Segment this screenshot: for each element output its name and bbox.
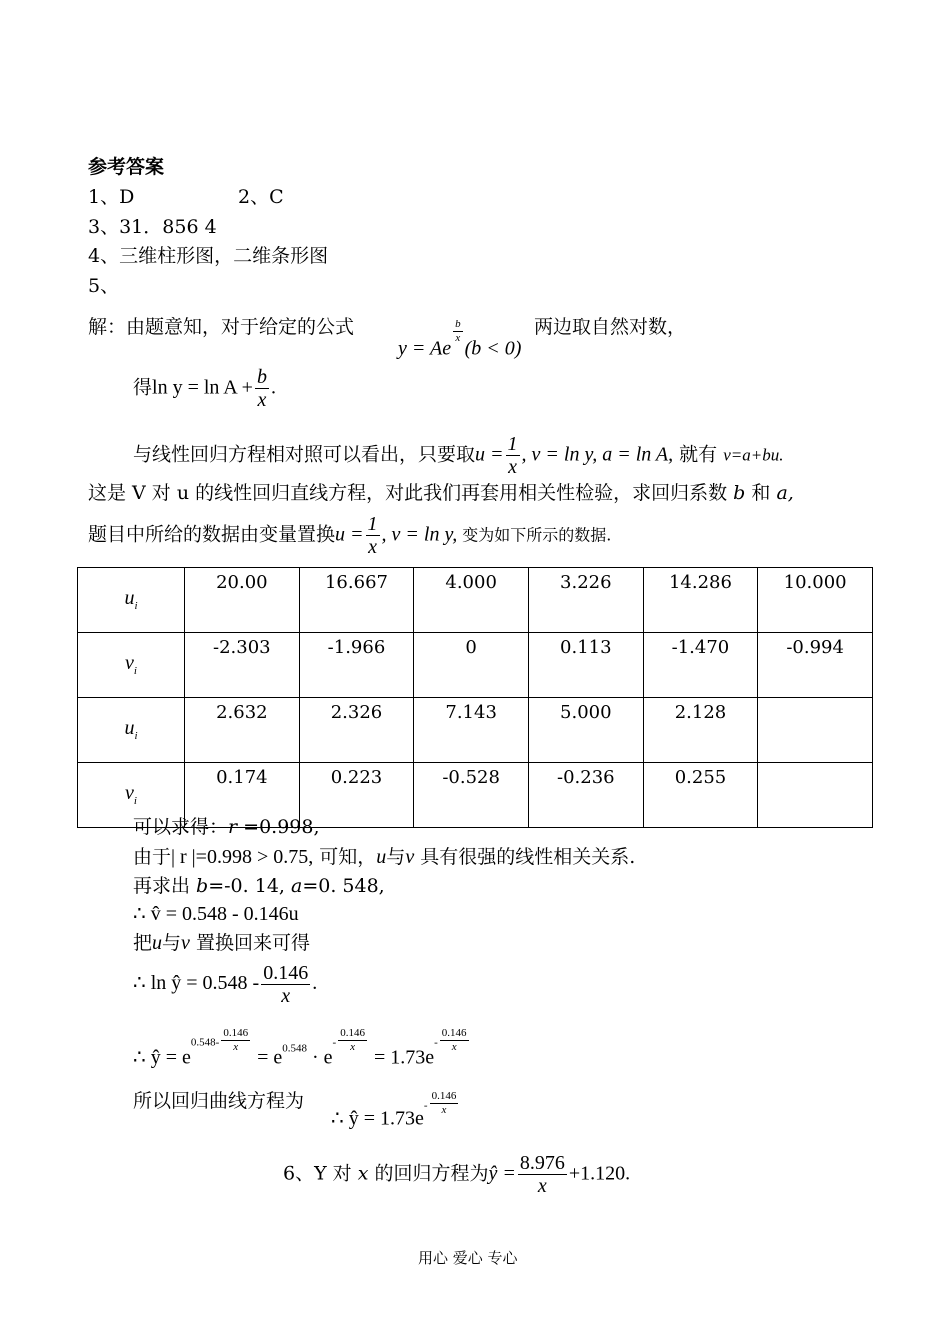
substitute-back: 把u与v 置换回来可得	[133, 932, 310, 954]
table-row	[78, 633, 873, 698]
data-table-body	[78, 568, 873, 828]
compare-line: 与线性回归方程相对照可以看出，只要取u = $\frac{1}{x}$ , v = ln y, a = ln A, 就有 v=a+bu.	[133, 433, 784, 478]
table-row	[78, 698, 873, 763]
table-cell: 4.000	[414, 568, 529, 633]
answer-5: 5、	[88, 275, 120, 297]
table-cell: -2.303	[185, 633, 300, 698]
table-cell: 3.226	[528, 568, 643, 633]
formula-exponential: y = Ae $\frac{b}{x}$ (b < 0)	[398, 318, 522, 360]
log-formula: 得ln y = ln A + $\frac{b}{x}$ .	[133, 366, 276, 411]
table-cell: -1.966	[299, 633, 414, 698]
table-cell: 16.667	[299, 568, 414, 633]
table-cell: -0.528	[414, 763, 529, 828]
table-cell: 0.174	[185, 763, 300, 828]
table-cell: 5.000	[528, 698, 643, 763]
solution-intro: 解：由题意知，对于给定的公式	[88, 316, 355, 338]
substitution-line: 题目中所给的数据由变量置换u = $\frac{1}{x}$ , v = ln y, 变为如下所示的数据.	[88, 513, 612, 558]
correlation-statement: 由于| r |=0.998 > 0.75, 可知，u与v 具有很强的线性相关关系.	[133, 846, 636, 868]
y-hat-exponential: ∴ ŷ = e0.548- $\frac{0.146}{x}$ = $e^{0.548} \cdot e-$ $\frac{0.146}{x}$ = 1.73e- $\frac{0.146}{x}$	[133, 1027, 467, 1069]
page-footer: 用心 爱心 专心	[418, 1249, 518, 1267]
table-cell: 2.128	[643, 698, 758, 763]
table-cell: 0.223	[299, 763, 414, 828]
answer-3: 3、31．856 4	[88, 216, 217, 238]
regression-line-text: 这是 V 对 u 的线性回归直线方程，对此我们再套用相关性检验，求回归系数 b 和 a,	[88, 482, 794, 504]
data-table	[77, 567, 873, 828]
table-cell: 0.113	[528, 633, 643, 698]
table-cell: 14.286	[643, 568, 758, 633]
solution-intro-end: 两边取自然对数，	[534, 316, 687, 338]
row-label: $v_i$	[78, 763, 185, 828]
table-cell: 2.632	[185, 698, 300, 763]
ln-y-hat-equation: ∴ ln ŷ = 0.548 - $\frac{0.146}{x}$ .	[133, 962, 318, 1007]
table-cell: 0.255	[643, 763, 758, 828]
table-cell: -1.470	[643, 633, 758, 698]
v-hat-equation: ∴ v̂ = 0.548 - 0.146u	[133, 903, 299, 925]
table-cell: 7.143	[414, 698, 529, 763]
table-cell	[758, 698, 873, 763]
table-cell: -0.236	[528, 763, 643, 828]
table-cell: 10.000	[758, 568, 873, 633]
r-result: 可以求得：r =0.998,	[133, 816, 320, 838]
page-title: 参考答案	[88, 156, 165, 178]
table-cell: 0	[414, 633, 529, 698]
row-label: $u_i$	[78, 698, 185, 763]
table-row	[78, 568, 873, 633]
row-label: $u_i$	[78, 568, 185, 633]
table-cell: -0.994	[758, 633, 873, 698]
coefficients: 再求出 b=-0. 14, a=0. 548,	[133, 875, 385, 897]
final-curve-equation: ∴ ŷ = 1.73e- $\frac{0.146}{x}$	[331, 1090, 457, 1130]
answer-4: 4、三维柱形图，二维条形图	[88, 245, 329, 267]
table-cell: 2.326	[299, 698, 414, 763]
question-6: 6、Y 对 x 的回归方程为ŷ = $\frac{8.976}{x}$ +1.120.	[283, 1152, 631, 1197]
answer-1: 1、D	[88, 186, 135, 208]
answer-2: 2、C	[238, 186, 284, 208]
table-cell	[758, 763, 873, 828]
row-label: $v_i$	[78, 633, 185, 698]
table-cell: 20.00	[185, 568, 300, 633]
final-label: 所以回归曲线方程为	[133, 1090, 305, 1112]
